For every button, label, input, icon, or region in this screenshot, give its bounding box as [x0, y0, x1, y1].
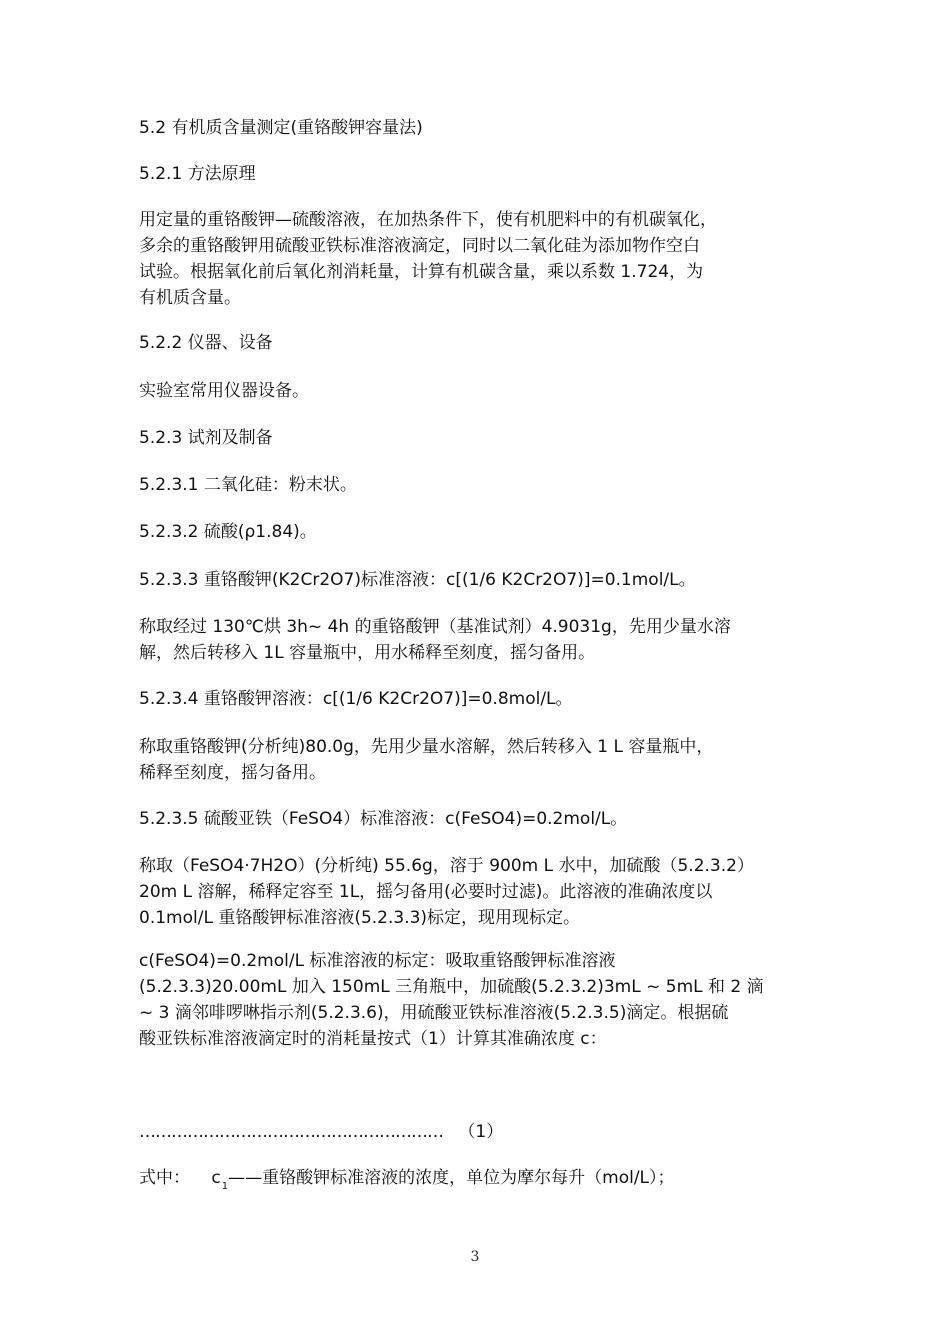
paragraph-line: 试验。根据氧化前后氧化剂消耗量，计算有机碳含量，乘以系数 1.724，为 — [139, 262, 704, 282]
variable-definition: ——重铬酸钾标准溶液的浓度，单位为摩尔每升（mol/L）； — [228, 1168, 675, 1188]
reagent-sulfuric-acid: 5.2.3.2 硫酸(ρ1.84)。 — [139, 522, 317, 542]
apparatus-text: 实验室常用仪器设备。 — [139, 381, 309, 401]
where-prefix: 式中： — [139, 1168, 190, 1188]
calibration-paragraph — [139, 948, 789, 1052]
formula-dots: ………………………………………………… — [139, 1122, 443, 1142]
variable-symbol: c — [211, 1168, 221, 1188]
where-clause — [139, 1165, 789, 1200]
paragraph-line: 解，然后转移入 1L 容量瓶中，用水稀释至刻度，摇匀备用。 — [139, 643, 596, 663]
reagents-heading: 5.2.3 试剂及制备 — [139, 428, 273, 448]
formula-number: （1） — [458, 1122, 504, 1142]
ferrous-sulfate-prep — [139, 853, 789, 931]
dichromate-solution-prep — [139, 734, 789, 786]
paragraph-line: c(FeSO4)=0.2mol/L 标准溶液的标定：吸取重铬酸钾标准溶液 — [139, 951, 616, 971]
paragraph-line: (5.2.3.3)20.00mL 加入 150mL 三角瓶中，加硫酸(5.2.3.2)3mL ~ 5mL 和 2 滴 — [139, 977, 764, 997]
reagent-ferrous-sulfate: 5.2.3.5 硫酸亚铁（FeSO4）标准溶液：c(FeSO4)=0.2mol/L。 — [139, 809, 628, 829]
paragraph-line: 称取经过 130℃烘 3h~ 4h 的重铬酸钾（基准试剂）4.9031g，先用少量水溶 — [139, 617, 731, 637]
page-number: 3 — [470, 1249, 480, 1265]
paragraph-line: 称取（FeSO4·7H2O）(分析纯) 55.6g，溶于 900m L 水中，加硫酸（5.2.3.2） — [139, 856, 754, 876]
section-heading: 5.2 有机质含量测定(重铬酸钾容量法) — [139, 118, 423, 138]
principle-paragraph — [139, 207, 789, 311]
paragraph-line: 20m L 溶解，稀释定容至 1L，摇匀备用(必要时过滤)。此溶液的准确浓度以 — [139, 882, 713, 902]
paragraph-line: 有机质含量。 — [139, 288, 241, 308]
dichromate-standard-prep — [139, 614, 789, 666]
paragraph-line: 称取重铬酸钾(分析纯)80.0g，先用少量水溶解，然后转移入 1 L 容量瓶中， — [139, 737, 714, 757]
paragraph-line: 稀释至刻度，摇匀备用。 — [139, 763, 326, 783]
paragraph-line: 用定量的重铬酸钾—硫酸溶液，在加热条件下，使有机肥料中的有机碳氧化， — [139, 210, 717, 230]
principle-heading: 5.2.1 方法原理 — [139, 164, 256, 184]
reagent-silica: 5.2.3.1 二氧化硅：粉末状。 — [139, 475, 357, 495]
paragraph-line: 酸亚铁标准溶液滴定时的消耗量按式（1）计算其准确浓度 c： — [139, 1029, 607, 1049]
formula-line — [139, 1119, 789, 1145]
paragraph-line: 多余的重铬酸钾用硫酸亚铁标准溶液滴定，同时以二氧化硅为添加物作空白 — [139, 236, 700, 256]
reagent-dichromate-standard: 5.2.3.3 重铬酸钾(K2Cr2O7)标准溶液：c[(1/6 K2Cr2O7)]=0.1mol/L。 — [139, 570, 696, 590]
apparatus-heading: 5.2.2 仪器、设备 — [139, 333, 273, 353]
paragraph-line: ~ 3 滴邻啡啰啉指示剂(5.2.3.6)，用硫酸亚铁标准溶液(5.2.3.5)滴定。根据硫 — [139, 1003, 729, 1023]
reagent-dichromate-solution: 5.2.3.4 重铬酸钾溶液：c[(1/6 K2Cr2O7)]=0.8mol/L。 — [139, 689, 573, 709]
paragraph-line: 0.1mol/L 重铬酸钾标准溶液(5.2.3.3)标定，现用现标定。 — [139, 908, 581, 928]
variable-subscript: 1 — [221, 1181, 229, 1192]
